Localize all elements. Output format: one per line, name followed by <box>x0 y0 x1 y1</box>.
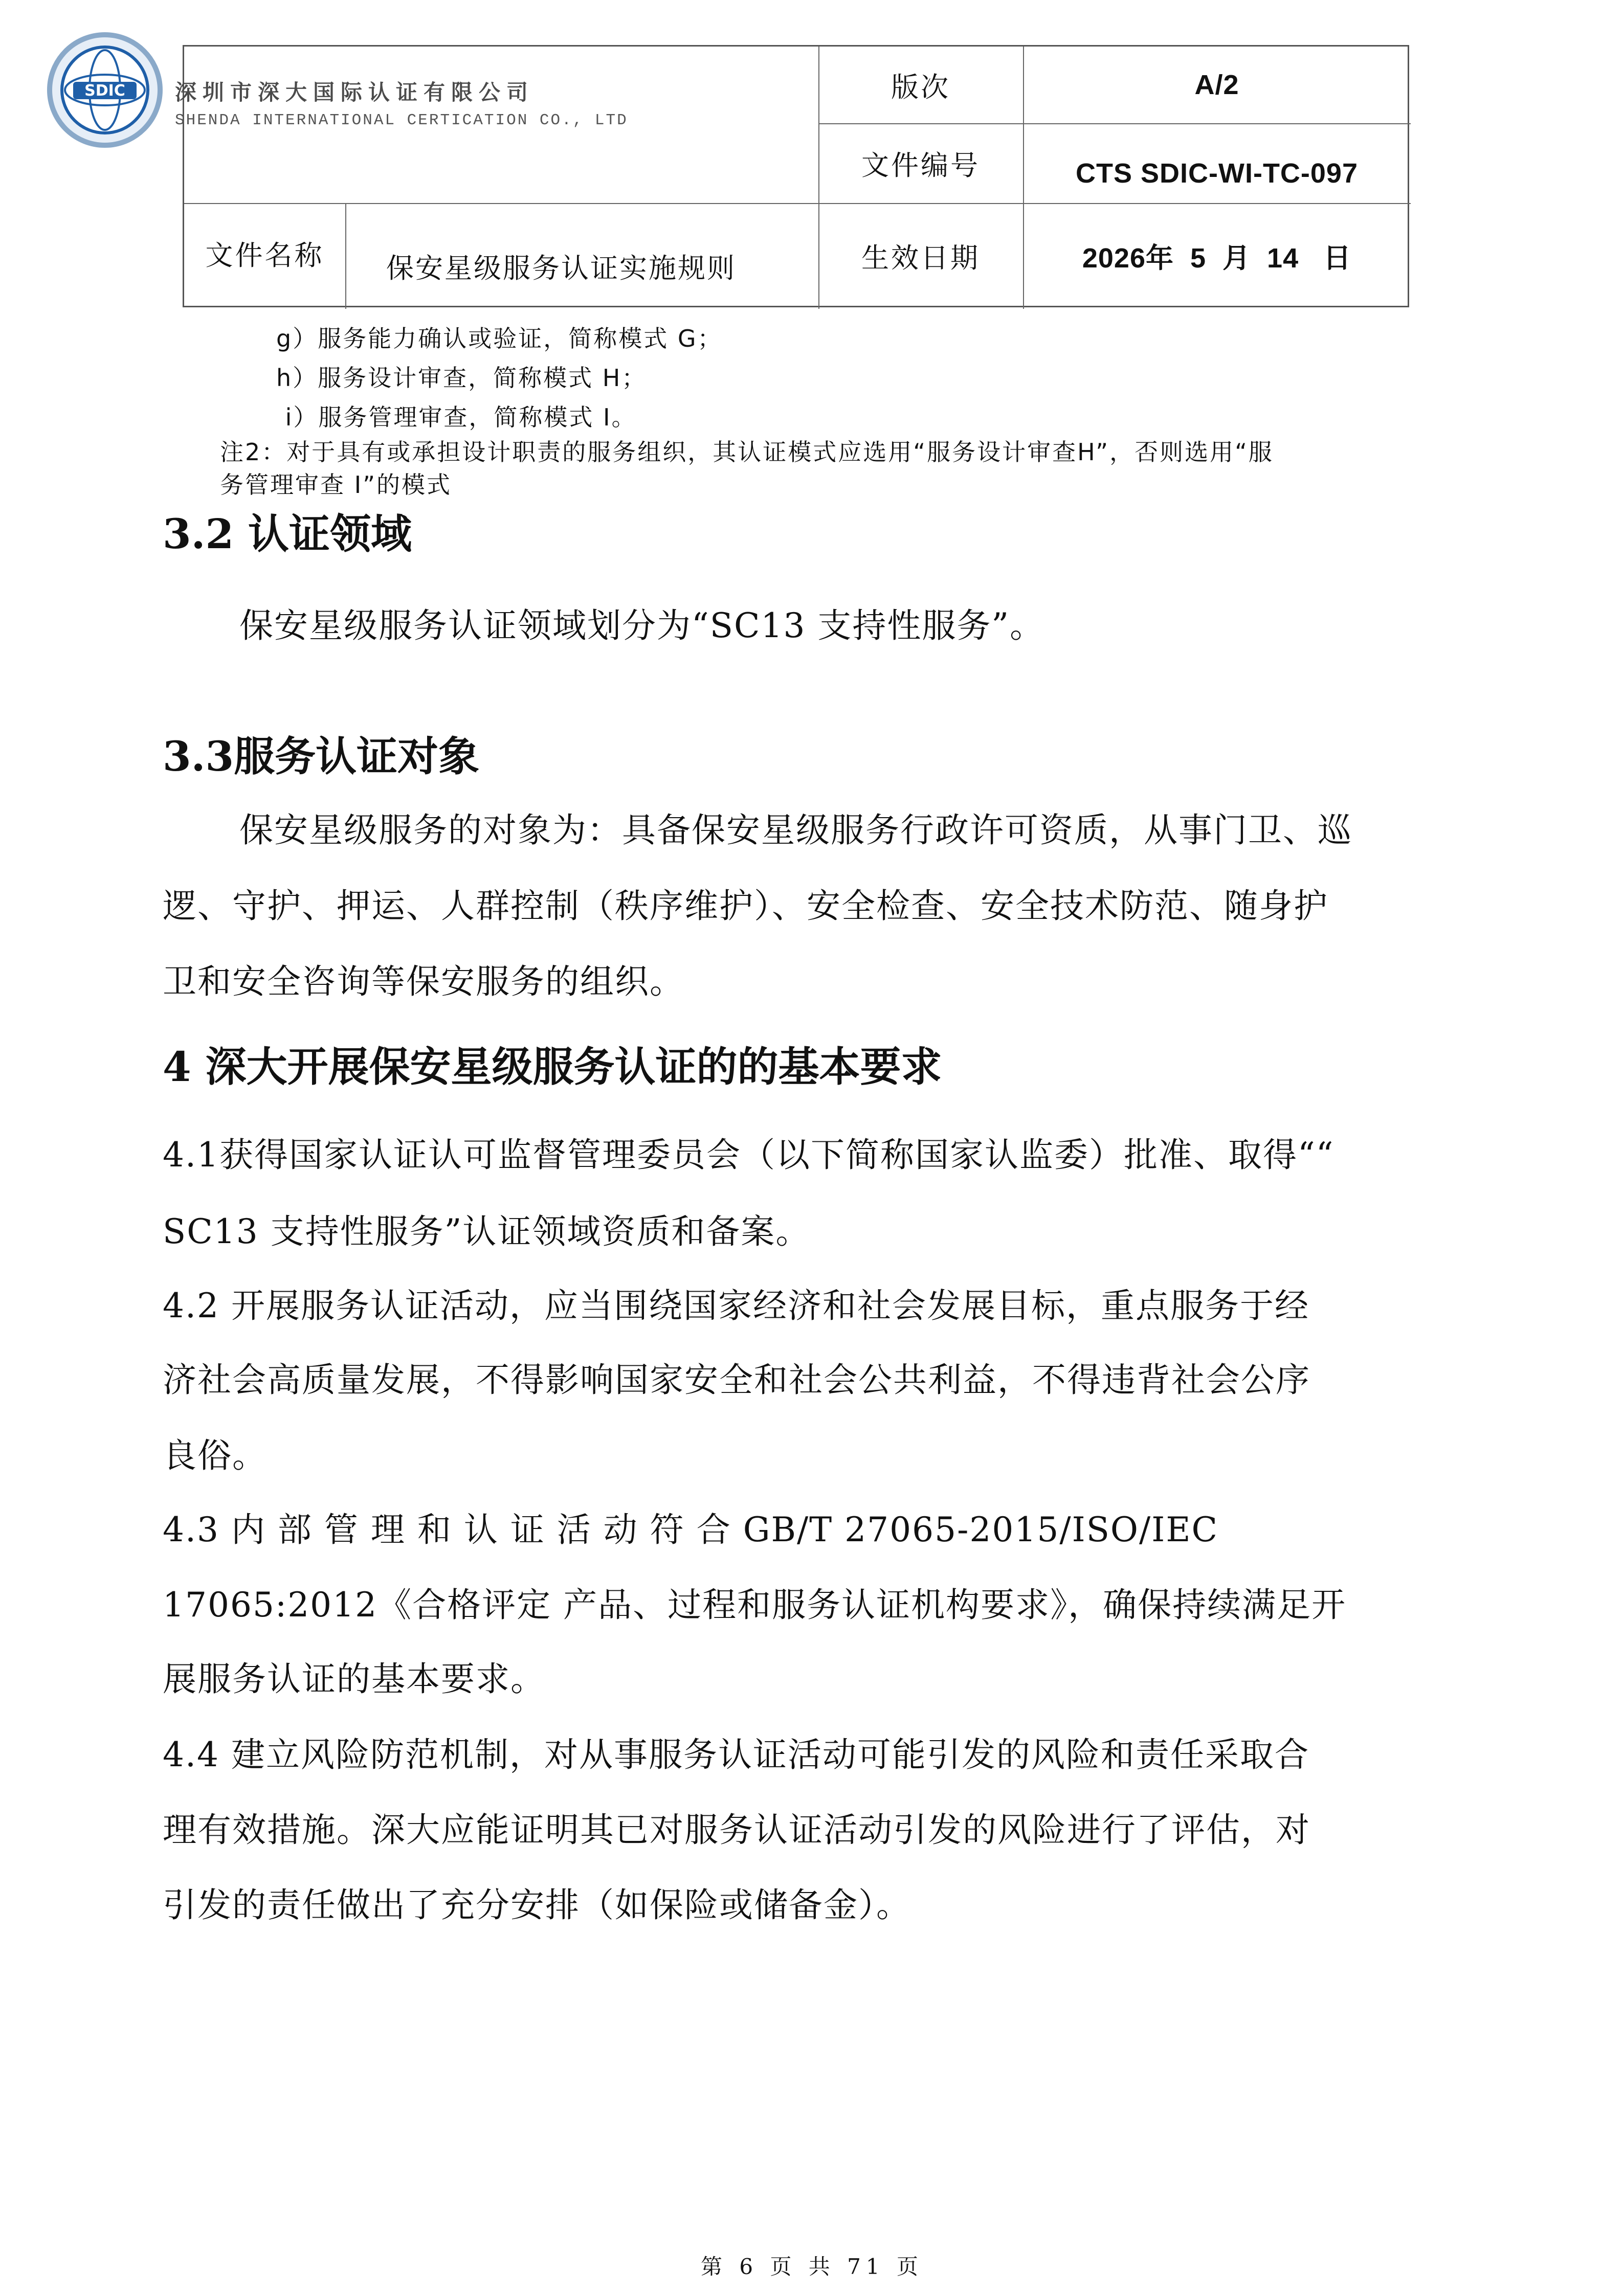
note-mode-i: i）服务管理审查，简称模式 I。 <box>276 403 637 431</box>
section-4-3-line: 展服务认证的基本要求。 <box>163 1659 545 1699</box>
version-value: A/2 <box>1194 70 1239 100</box>
section-4-4-line: 4.4 建立风险防范机制，对从事服务认证活动可能引发的风险和责任采取合 <box>163 1735 1309 1774</box>
section-4-2-line: 4.2 开展服务认证活动，应当围绕国家经济和社会发展目标，重点服务于经 <box>163 1286 1309 1325</box>
section-4-3-line: 17065:2012《合格评定 产品、过程和服务认证机构要求》，确保持续满足开 <box>163 1585 1347 1625</box>
doc-name-label: 文件名称 <box>205 239 324 272</box>
company-logo <box>46 31 649 159</box>
sdic-seal-icon <box>43 29 166 151</box>
note-mode-h: h）服务设计审查，简称模式 H； <box>276 364 647 392</box>
doc-no-value: CTS SDIC-WI-TC-097 <box>1075 158 1358 189</box>
section-4-2-line: 良俗。 <box>163 1436 267 1475</box>
note2-line1: 注2：对于具有或承担设计职责的服务组织，其认证模式应选用“服务设计审查H”，否则选用“服 <box>220 438 1274 466</box>
svg-text:SDIC: SDIC <box>84 82 125 100</box>
section-4-4-line: 理有效措施。深大应能证明其已对服务认证活动引发的风险进行了评估，对 <box>163 1810 1310 1850</box>
section-3-3-title: 3.3服务认证对象 <box>163 732 480 780</box>
section-4-4-line: 引发的责任做出了充分安排（如保险或储备金）。 <box>163 1885 911 1925</box>
section-3-3-line: 卫和安全咨询等保安服务的组织。 <box>163 962 684 1001</box>
section-3-3-line: 保安星级服务的对象为：具备保安星级服务行政许可资质，从事门卫、巡 <box>239 811 1352 850</box>
section-4-2-line: 济社会高质量发展，不得影响国家安全和社会公共利益，不得违背社会公序 <box>163 1360 1310 1400</box>
note-mode-g: g）服务能力确认或验证，简称模式 G； <box>276 325 723 352</box>
section-4-title: 4 深大开展保安星级服务认证的的基本要求 <box>163 1043 942 1091</box>
section-3-3-line: 逻、守护、押运、人群控制（秩序维护）、安全检查、安全技术防范、随身护 <box>163 886 1328 926</box>
section-4-1-line: 4.1获得国家认证认可监督管理委员会（以下简称国家认监委）批准、取得““ <box>163 1135 1334 1175</box>
page-number: 第 6 页 共 71 页 <box>701 2254 923 2279</box>
section-3-2-paragraph: 保安星级服务认证领域划分为“SC13 支持性服务”。 <box>239 606 1045 645</box>
effective-date-label: 生效日期 <box>861 242 980 274</box>
section-4-1-line: SC13 支持性服务”认证领域资质和备案。 <box>163 1212 811 1251</box>
company-name-en: SHENDA INTERNATIONAL CERTICATION CO., LTD <box>175 111 628 129</box>
company-name-cn: 深圳市深大国际认证有限公司 <box>175 80 535 105</box>
section-4-3-line: 4.3 内 部 管 理 和 认 证 活 动 符 合 GB/T 27065-2015/ISO/IEC <box>163 1510 1219 1549</box>
note2-line2: 务管理审查 I”的模式 <box>220 471 452 499</box>
effective-date-value: 2026年 5 月 14 日 <box>1082 243 1352 274</box>
section-3-2-title: 3.2 认证领域 <box>163 510 412 558</box>
doc-no-label: 文件编号 <box>861 149 980 182</box>
version-label: 版次 <box>891 71 950 103</box>
doc-name-value: 保安星级服务认证实施规则 <box>386 252 736 284</box>
